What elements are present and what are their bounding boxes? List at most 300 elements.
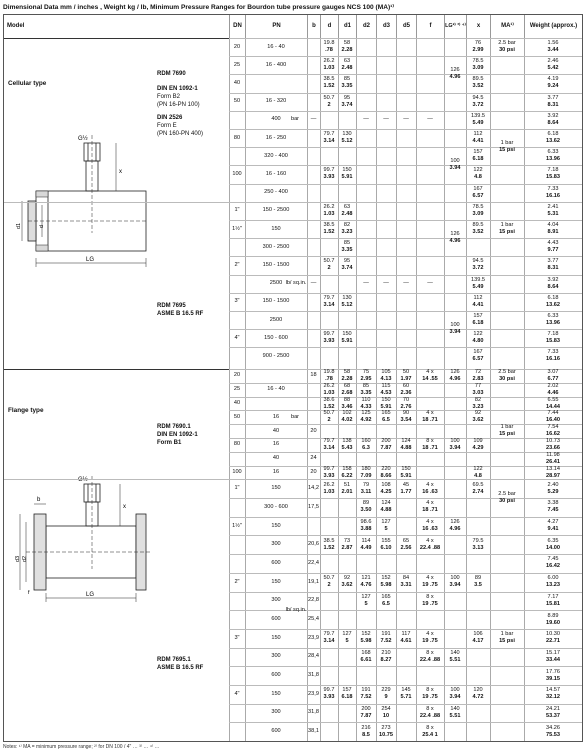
value-imperial: 15 psi <box>499 638 515 645</box>
value-metric: 7.18 <box>547 331 559 338</box>
cell-d <box>320 397 338 411</box>
value-metric: 150 <box>381 396 391 403</box>
table-header <box>4 15 582 39</box>
value-imperial: 3.44 <box>547 47 559 54</box>
value-metric: 51 <box>343 481 351 488</box>
header-d2: d2 <box>356 15 376 38</box>
cell-d2 <box>356 466 376 480</box>
cell-pn: 250 - 400 <box>264 189 288 196</box>
value-imperial: 6.5 <box>382 600 390 607</box>
cell-dn <box>229 424 245 438</box>
cell-d <box>320 685 338 704</box>
value-imperial: 13.96 <box>546 320 560 327</box>
model-rdm7690: RDM 7690 <box>157 71 186 77</box>
cell-w <box>524 56 582 74</box>
value-metric: 79.7 <box>323 437 335 444</box>
value-imperial: 15 psi <box>499 431 515 438</box>
value-imperial: 13.62 <box>546 138 560 145</box>
cell-d <box>320 438 338 452</box>
flange-drawing-d2-label: d2 <box>22 555 28 562</box>
value-imperial: 33.44 <box>546 656 560 663</box>
cell-d <box>320 238 338 256</box>
cell-w <box>524 610 582 629</box>
cell-d3 <box>376 424 396 438</box>
value-metric: 220 <box>381 465 391 472</box>
value-imperial: 2.95 <box>360 375 372 382</box>
drawing-lg-label: LG <box>86 257 95 263</box>
cell-w <box>524 293 582 311</box>
cell-d3 <box>376 722 396 741</box>
cell-x <box>466 573 490 592</box>
value-metric: 50 <box>402 368 410 375</box>
value-metric: 109 <box>473 437 483 444</box>
value-imperial: 5.42 <box>547 65 559 72</box>
cell-x <box>466 479 490 498</box>
cell-lg <box>444 554 466 573</box>
cell-dn: 80 <box>233 441 241 448</box>
cell-d5 <box>396 704 416 723</box>
cell-d5 <box>396 369 416 383</box>
value-imperial: 18 .71 <box>422 444 438 451</box>
cell-pn: 300 <box>271 597 281 604</box>
value-metric: 155 <box>381 537 391 544</box>
cell-dn <box>229 498 245 517</box>
cell-d <box>320 517 338 536</box>
cell-d1 <box>338 369 356 383</box>
value-imperial: 39.15 <box>546 675 560 682</box>
cell-f <box>416 535 444 554</box>
value-metric: 38.5 <box>323 76 335 83</box>
cell-pn: 150 - 2500 <box>262 207 290 214</box>
cell-d2 <box>356 722 376 741</box>
cell-pn: 40 <box>272 427 280 434</box>
cell-d3 <box>376 629 396 648</box>
cell-d <box>320 383 338 397</box>
value-imperial: 6.57 <box>472 192 484 199</box>
cell-lg <box>444 517 466 536</box>
cell-d1 <box>338 202 356 220</box>
value-imperial: 16.40 <box>546 417 560 424</box>
cell-w <box>524 93 582 111</box>
value-imperial: 3.62 <box>341 582 353 589</box>
page-title: Dimensional Data mm / inches , Weight kg / lb, Minimum Pressure Ranges for Bourdon tube pressure gauges NCS 100 (MA)¹⁾ <box>3 4 394 11</box>
value-metric: 1 bar <box>500 140 514 147</box>
cell-d <box>320 722 338 741</box>
cell-w <box>524 275 582 293</box>
value-imperial: 3.5 <box>474 582 482 589</box>
value-imperial: 9.77 <box>547 247 559 254</box>
cell-lg <box>444 704 466 723</box>
value-imperial: 7.09 <box>360 472 372 479</box>
flange-drawing-lg-label: LG <box>86 592 95 598</box>
value-imperial: 30 psi <box>499 47 515 54</box>
cell-d3 <box>376 666 396 685</box>
cell-w <box>524 498 582 517</box>
value-metric: 89.5 <box>472 222 484 229</box>
cell-d3 <box>376 648 396 667</box>
cell-x <box>466 438 490 452</box>
value-metric: 6.55 <box>547 396 559 403</box>
cell-d <box>320 592 338 611</box>
value-imperial: 4.41 <box>472 138 484 145</box>
value-metric: 6.33 <box>547 149 559 156</box>
value-metric: 4 x <box>426 410 434 417</box>
drawing-d1-label: d1 <box>16 222 22 229</box>
value-metric: 13.14 <box>546 465 560 472</box>
cell-pn: 2500 <box>269 316 283 323</box>
cell-unit: lb/ sq.in. <box>285 606 307 613</box>
cell-d2 <box>356 629 376 648</box>
value-imperial: 9 <box>384 694 388 701</box>
cell-d3 <box>376 383 396 397</box>
value-metric: 3.07 <box>547 368 559 375</box>
value-metric: 34.26 <box>546 724 560 731</box>
cell-pn: 400 <box>271 116 281 123</box>
value-imperial: 2 <box>327 265 331 272</box>
flange-drawing-x-label: x <box>123 504 126 510</box>
value-metric: 6.18 <box>547 294 559 301</box>
value-imperial: 4.96 <box>449 526 461 533</box>
value-metric: 157 <box>342 687 352 694</box>
cell-d <box>320 452 338 466</box>
header-d1: d1 <box>338 15 356 38</box>
cell-b: 25,4 <box>308 616 319 623</box>
cell-d <box>320 498 338 517</box>
value-metric: 8 x <box>426 724 434 731</box>
cell-dn: 20 <box>233 43 241 50</box>
value-imperial: 2 <box>327 101 331 108</box>
cell-d2 <box>356 438 376 452</box>
value-imperial: 4.13 <box>380 375 392 382</box>
value-imperial: 5.91 <box>341 174 353 181</box>
value-imperial: 22.4 .88 <box>419 712 441 719</box>
cell-d1 <box>338 111 356 129</box>
value-metric: 100 <box>450 437 460 444</box>
cell-d3 <box>376 397 396 411</box>
cell-b <box>307 397 320 411</box>
cell-dn <box>229 311 245 329</box>
cell-d3 <box>376 466 396 480</box>
value-imperial: 4.41 <box>472 301 484 308</box>
value-imperial: 4.33 <box>360 403 372 410</box>
value-imperial: 5.12 <box>341 301 353 308</box>
cell-pn <box>245 397 307 411</box>
cell-pn: 150 <box>271 690 281 697</box>
drawing-x-label: x <box>119 169 122 175</box>
header-b: b <box>307 15 320 38</box>
value-metric: 138 <box>342 437 352 444</box>
cell-w <box>524 629 582 648</box>
value-metric: 200 <box>361 705 371 712</box>
value-metric: 150 <box>401 465 411 472</box>
cell-d5 <box>396 592 416 611</box>
flange-drawing <box>16 474 151 614</box>
cell-lg <box>444 424 466 438</box>
value-imperial: 4.17 <box>472 638 484 645</box>
value-metric: 4.19 <box>547 76 559 83</box>
value-metric: 89 <box>474 575 482 582</box>
cell-dn: 2" <box>234 261 240 268</box>
cell-unit: lb/ sq.in. <box>285 280 307 287</box>
cell-lg <box>444 56 466 92</box>
flange-drawing-f-label: f <box>28 590 30 596</box>
cell-dn: 1" <box>234 485 240 492</box>
standard-din-en-1092: DIN EN 1092-1 <box>157 86 198 92</box>
value-imperial: 32.12 <box>546 694 560 701</box>
value-imperial: 3.23 <box>341 229 353 236</box>
value-metric: 72 <box>474 368 482 375</box>
cell-w <box>524 238 582 256</box>
cell-lg <box>444 220 466 256</box>
header-d: d <box>320 15 338 38</box>
value-metric: 4 x <box>426 537 434 544</box>
value-metric: 102 <box>342 410 352 417</box>
cell-dash: — <box>403 116 409 123</box>
cell-d1 <box>338 93 356 111</box>
cell-w <box>524 685 582 704</box>
cell-pn: 600 <box>271 672 281 679</box>
cell-dn <box>229 147 245 165</box>
value-imperial: 9.41 <box>547 526 559 533</box>
value-metric: 122 <box>473 167 483 174</box>
cell-x <box>466 147 490 165</box>
value-imperial: 6.61 <box>360 656 372 663</box>
value-imperial: 28.97 <box>546 472 560 479</box>
cell-d <box>320 329 338 347</box>
header-pn: PN <box>245 15 307 38</box>
value-imperial: 3.74 <box>341 101 353 108</box>
cell-w <box>524 74 582 92</box>
cell-d1 <box>338 498 356 517</box>
cell-d <box>320 610 338 629</box>
value-metric: 4 x <box>426 575 434 582</box>
cell-ma <box>490 202 524 257</box>
value-imperial: 7.52 <box>360 694 372 701</box>
cell-x <box>466 424 490 438</box>
cell-x <box>466 329 490 347</box>
value-metric: 7.44 <box>547 410 559 417</box>
value-imperial: 22.4 .88 <box>419 656 441 663</box>
cell-w <box>524 202 582 220</box>
cell-dn <box>229 275 245 293</box>
cell-pn: 150 <box>271 225 281 232</box>
cell-f <box>416 479 444 498</box>
value-imperial: 3.94 <box>449 694 461 701</box>
cell-b: 24 <box>310 455 317 462</box>
cell-d3 <box>376 535 396 554</box>
value-metric: 8 x <box>426 687 434 694</box>
cell-f <box>416 438 444 452</box>
cell-w <box>524 184 582 202</box>
cell-d5 <box>396 498 416 517</box>
model-rdm7690-1: RDM 7690.1 <box>157 424 191 430</box>
cell-pn: 600 <box>271 616 281 623</box>
value-metric: 127 <box>361 593 371 600</box>
cell-d <box>320 111 338 129</box>
value-imperial: 16.42 <box>546 563 560 570</box>
cell-dn <box>229 535 245 554</box>
cell-w <box>524 666 582 685</box>
cell-x <box>466 704 490 723</box>
value-metric: 78.5 <box>472 203 484 210</box>
cell-d5 <box>396 722 416 741</box>
value-metric: 130 <box>342 294 352 301</box>
value-imperial: 2.28 <box>341 375 353 382</box>
value-metric: 4 x <box>426 481 434 488</box>
value-metric: 82 <box>474 396 482 403</box>
value-imperial: 3.62 <box>472 417 484 424</box>
cell-lg <box>444 410 466 424</box>
cell-d <box>320 165 338 183</box>
cell-dash: — <box>403 280 409 287</box>
header-d5: d5 <box>396 15 416 38</box>
value-imperial: 5.12 <box>341 138 353 145</box>
value-metric: 165 <box>381 410 391 417</box>
cell-w <box>524 438 582 452</box>
cell-d1 <box>338 452 356 466</box>
value-imperial: 2 <box>327 582 331 589</box>
cell-x <box>466 275 490 293</box>
value-metric: 140 <box>450 649 460 656</box>
value-imperial: 6.77 <box>547 375 559 382</box>
value-imperial: 2.68 <box>341 389 353 396</box>
value-metric: 210 <box>381 649 391 656</box>
cell-w <box>524 383 582 397</box>
value-metric: 3.38 <box>547 500 559 507</box>
value-metric: 45 <box>402 481 410 488</box>
value-metric: 26.2 <box>323 382 335 389</box>
value-metric: 38.5 <box>323 222 335 229</box>
value-imperial: 1.52 <box>323 229 335 236</box>
cell-d1 <box>338 293 356 311</box>
cell-dn: 100 <box>232 170 242 177</box>
value-metric: 7.18 <box>547 167 559 174</box>
value-metric: 130 <box>342 131 352 138</box>
cell-d1 <box>338 56 356 74</box>
model-rdm7695: RDM 7695 <box>157 303 186 309</box>
value-imperial: 18 .71 <box>422 507 438 514</box>
cell-d1 <box>338 238 356 256</box>
cell-d1 <box>338 666 356 685</box>
value-metric: 26.2 <box>323 481 335 488</box>
cell-b: 38,1 <box>308 728 319 735</box>
cell-d1 <box>338 256 356 274</box>
value-metric: 126 <box>450 368 460 375</box>
value-imperial: 16.16 <box>546 192 560 199</box>
cell-w <box>524 369 582 383</box>
value-metric: 127 <box>342 631 352 638</box>
cell-d <box>320 56 338 74</box>
cell-d1 <box>338 275 356 293</box>
value-metric: 200 <box>381 437 391 444</box>
value-imperial: 5.91 <box>380 403 392 410</box>
cell-dash: — <box>310 280 317 287</box>
cell-dn <box>229 722 245 741</box>
cell-b: 20 <box>310 468 317 475</box>
cell-lg <box>444 722 466 741</box>
cell-ma <box>490 479 524 516</box>
cell-lg <box>444 685 466 704</box>
value-imperial: 1.03 <box>323 210 335 217</box>
value-imperial: 8.5 <box>362 731 370 738</box>
value-imperial: 3.88 <box>360 526 372 533</box>
cell-w <box>524 704 582 723</box>
value-imperial: 14.00 <box>546 544 560 551</box>
cell-pn: 300 <box>271 653 281 660</box>
cell-d2 <box>356 424 376 438</box>
cell-d1 <box>338 397 356 411</box>
value-imperial: 13.23 <box>546 582 560 589</box>
value-metric: 6.18 <box>547 131 559 138</box>
cell-f <box>416 517 444 536</box>
value-metric: 50.7 <box>323 94 335 101</box>
cell-d <box>320 129 338 147</box>
cell-d1 <box>338 535 356 554</box>
cell-x <box>466 466 490 480</box>
cell-dash: — <box>310 116 317 123</box>
value-imperial: 4.76 <box>360 582 372 589</box>
cell-f <box>416 722 444 741</box>
value-imperial: 5.91 <box>400 472 412 479</box>
value-metric: 114 <box>361 537 371 544</box>
cell-x <box>466 722 490 741</box>
cell-x <box>466 74 490 92</box>
cell-x <box>466 311 490 329</box>
cell-x <box>466 452 490 466</box>
cell-pn: 150 <box>271 522 281 529</box>
cell-lg <box>444 610 466 629</box>
cell-d <box>320 410 338 424</box>
value-imperial: 6.22 <box>341 472 353 479</box>
value-imperial: 14.44 <box>546 403 560 410</box>
cell-lg <box>444 383 466 397</box>
value-metric: 38.6 <box>323 396 335 403</box>
cell-d <box>320 147 338 165</box>
value-imperial: 3.09 <box>472 65 484 72</box>
value-imperial: 8.64 <box>547 283 559 290</box>
cell-d1 <box>338 466 356 480</box>
value-metric: 7.33 <box>547 349 559 356</box>
cell-lg <box>444 629 466 648</box>
cell-d1 <box>338 629 356 648</box>
value-metric: 3.92 <box>547 276 559 283</box>
value-imperial: 8.27 <box>380 656 392 663</box>
standard-pn-range-a: (PN 16-PN 100) <box>157 102 200 108</box>
header-dn: DN <box>229 15 245 38</box>
cell-pn: 16 - 40 <box>267 386 285 393</box>
cell-f <box>416 466 444 480</box>
cell-d2 <box>356 554 376 573</box>
value-metric: 167 <box>473 349 483 356</box>
value-imperial: 3.03 <box>472 389 484 396</box>
value-imperial: 26.41 <box>546 458 560 465</box>
cell-b: 31,8 <box>308 672 319 679</box>
cell-dn <box>229 111 245 129</box>
cell-d2 <box>356 410 376 424</box>
value-metric: 124 <box>401 437 411 444</box>
cell-pn: 16 - 160 <box>265 170 287 177</box>
value-metric: 94.5 <box>472 258 484 265</box>
value-metric: 68 <box>343 382 351 389</box>
value-metric: 58 <box>343 368 351 375</box>
cell-d <box>320 256 338 274</box>
value-imperial: 19 .75 <box>422 582 438 589</box>
cell-lg <box>444 397 466 411</box>
value-metric: 117 <box>401 631 411 638</box>
cell-d1 <box>338 383 356 397</box>
value-imperial: 23.66 <box>546 444 560 451</box>
value-metric: 273 <box>381 724 391 731</box>
